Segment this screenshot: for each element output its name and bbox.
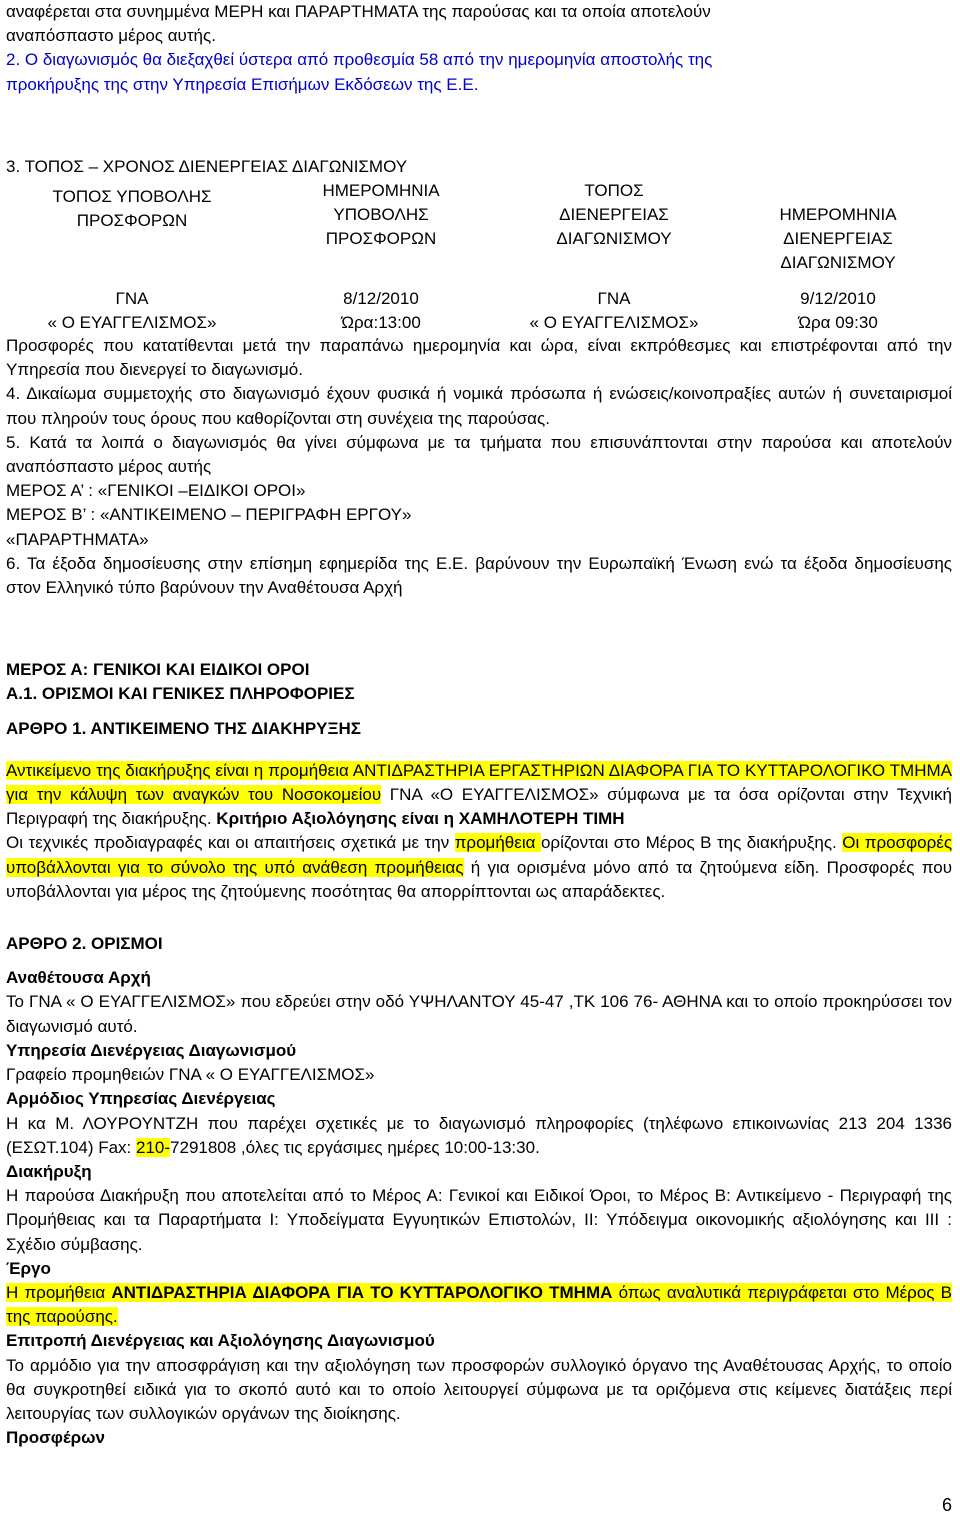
def-contracting-authority-text: Το ΓΝΑ « Ο ΕΥΑΓΓΕΛΙΣΜΟΣ» που εδρεύει στην οδό ΥΨΗΛΑΝΤΟΥ 45-47 ,ΤΚ 106 76- ΑΘΗΝΑ και το οποίο προκηρύσσει τον διαγωνισμό αυτό. <box>6 992 952 1036</box>
item-2-line-1: 2. Ο διαγωνισμός θα διεξαχθεί ύστερα από προθεσμία 58 από την ημερομηνία αποστολής της <box>6 50 713 70</box>
item-6: 6. Τα έξοδα δημοσίευσης στην επίσημη εφημερίδα της Ε.Ε. βαρύνουν την Ευρωπαϊκή Ένωση ενώ τα έξοδα δημοσίευσης στον Ελληνικό τύπο βαρύνουν την Αναθέτουσα Αρχή <box>6 553 952 598</box>
def-work-text <box>6 1281 952 1329</box>
def-contracting-authority-label: Αναθέτουσα Αρχή <box>6 968 151 988</box>
document-page <box>6 0 952 1450</box>
article-1-paragraph-2: Οι τεχνικές προδιαγραφές και οι απαιτήσεις σχετικά με την προμήθεια ορίζονται στο Μέρος Β της διακήρυξης. Οι προσφορές υποβάλλονται για το σύνολο της υπό ανάθεση προμήθειας ή για ορισμένα μόνο από τα ζητούμενα είδη. Προσφορές που υποβάλλονται για μέρος της ζητούμενης ποσότητας θα απορρίπτονται ως απαράδεκτες. <box>6 833 953 901</box>
def-responsible-label: Αρμόδιος Υπηρεσίας Διενέργειας <box>6 1089 276 1109</box>
highlighted-text: Οι προσφορές υποβάλλονται για το σύνολο της υπό ανάθεση προμήθειας <box>6 833 953 877</box>
intro-line-2: αναπόσπαστο μέρος αυτής. <box>6 26 216 46</box>
def-declaration-text: Η παρούσα Διακήρυξη που αποτελείται από το Μέρος Α: Γενικοί και Ειδικοί Όροι, το Μέρος Β: Αντικείμενο - Περιγραφή της Προμήθειας και τα Παραρτήματα Ι: Υποδείγματα Εγγυητικών Επιστολών, ΙΙ: Υπόδειγμα οικονομικής αξιολόγησης και ΙΙΙ : Σχέδιο σύμβασης. <box>6 1186 952 1254</box>
highlighted-text: Η προμήθεια ΑΝΤΙΔΡΑΣΤΗΡΙΑ ΔΙΑΦΟΡΑ ΓΙΑ ΤΟ ΚΥΤΤΑΡΟΛΟΓΙΚΟ ΤΜΗΜΑ όπως αναλυτικά περιγράφεται στο Μέρος Β της παρούσης. <box>6 1282 953 1327</box>
intro-line-1: αναφέρεται στα συνημμένα ΜΕΡΗ και ΠΑΡΑΡΤΗΜΑΤΑ της παρούσας και τα οποία αποτελούν <box>6 2 711 21</box>
def-work-label: Έργο <box>6 1258 51 1278</box>
table-cell: 9/12/2010 Ώρα 09:30 <box>798 289 878 333</box>
annexes-ref: «ΠΑΡΑΡΤΗΜΑΤΑ» <box>6 529 149 549</box>
article-1-heading: ΑΡΘΡΟ 1. ΑΝΤΙΚΕΙΜΕΝΟ ΤΗΣ ΔΙΑΚΗΡΥΞΗΣ <box>6 718 361 738</box>
table-header-cell: ΗΜΕΡΟΜΗΝΙΑ ΔΙΕΝΕΡΓΕΙΑΣ ΔΙΑΓΩΝΙΣΜΟΥ <box>779 205 897 273</box>
def-declaration-label: Διακήρυξη <box>6 1161 92 1181</box>
table-header-cell: ΤΟΠΟΣ ΥΠΟΒΟΛΗΣ ΠΡΟΣΦΟΡΩΝ <box>52 187 212 231</box>
highlighted-text: προμήθεια <box>454 833 541 853</box>
def-service-label: Υπηρεσία Διενέργειας Διαγωνισμού <box>6 1040 297 1060</box>
def-bidder-label: Προσφέρων <box>6 1428 105 1448</box>
highlighted-text: Αντικείμενο της διακήρυξης είναι η προμήθεια ΑΝΤΙΔΡΑΣΤΗΡΙΑ ΕΡΓΑΣΤΗΡΙΩΝ ΔΙΑΦΟΡΑ ΓΙΑ ΤΟ ΚΥΤΤΑΡΟΛΟΓΙΚΟ ΤΜΗΜΑ για την κάλυψη των αναγκών του Νοσοκομείου <box>6 760 952 805</box>
article-2-heading: ΑΡΘΡΟ 2. ΟΡΙΣΜΟΙ <box>6 934 163 954</box>
section-3-title: 3. ΤΟΠΟΣ – ΧΡΟΝΟΣ ΔΙΕΝΕΡΓΕΙΑΣ ΔΙΑΓΩΝΙΣΜΟΥ <box>6 156 408 176</box>
venue-time-table <box>6 181 952 340</box>
page-number: 6 <box>941 1495 952 1515</box>
table-cell: ΓΝΑ « Ο ΕΥΑΓΓΕΛΙΣΜΟΣ» <box>529 289 699 333</box>
def-responsible-text: Η κα Μ. ΛΟΥΡΟΥΝΤΖΗ που παρέχει σχετικές με το διαγωνισμό πληροφορίες (τηλέφωνο επικοινωνίας 213 204 1336 (ΕΣΩΤ.104) Fax: 210-7291808 ,όλες τις εργάσιμες ημέρες 10:00-13:30. <box>6 1113 952 1157</box>
def-committee-text: Το αρμόδιο για την αποσφράγιση και την αξιολόγηση των προσφορών συλλογικό όργανο της Αναθέτουσας Αρχής, το οποίο θα συγκροτηθεί ειδικά για το σκοπό αυτό και το οποίο λειτουργεί σύμφωνα με τα οριζόμενα στις κείμενες διατάξεις περί λειτουργίας των συλλογικών οργάνων της διοίκησης. <box>6 1355 952 1423</box>
part-a-heading: ΜΕΡΟΣ Α: ΓΕΝΙΚΟΙ ΚΑΙ ΕΙΔΙΚΟΙ ΟΡΟΙ <box>6 660 310 680</box>
item-5: 5. Κατά τα λοιπά ο διαγωνισμός θα γίνει σύμφωνα με τα τμήματα που επισυνάπτονται στην παρούσα και αποτελούν αναπόσπαστο μέρος αυτής <box>6 432 952 477</box>
def-committee-label: Επιτροπή Διενέργειας και Αξιολόγησης Διαγωνισμού <box>6 1331 435 1351</box>
item-4: 4. Δικαίωμα συμμετοχής στο διαγωνισμό έχουν φυσικά ή νομικά πρόσωπα ή ενώσεις/κοινοπραξίες αυτών ή συνεταιρισμοί που πληρούν τους όρους που καθορίζονται στη συνέχεια της παρούσας. <box>6 384 952 428</box>
item-2-line-2: προκήρυξης της στην Υπηρεσία Επισήμων Εκδόσεων της Ε.Ε. <box>6 74 479 94</box>
part-a1-heading: Α.1. ΟΡΙΣΜΟΙ ΚΑΙ ΓΕΝΙΚΕΣ ΠΛΗΡΟΦΟΡΙΕΣ <box>6 684 355 704</box>
part-a-ref: ΜΕΡΟΣ Α’ : «ΓΕΝΙΚΟΙ –ΕΙΔΙΚΟΙ ΟΡΟΙ» <box>6 481 306 501</box>
highlighted-text: 210- <box>136 1137 171 1157</box>
table-cell: ΓΝΑ « Ο ΕΥΑΓΓΕΛΙΣΜΟΣ» <box>47 289 217 333</box>
table-header-cell: ΤΟΠΟΣ ΔΙΕΝΕΡΓΕΙΑΣ ΔΙΑΓΩΝΙΣΜΟΥ <box>556 181 672 249</box>
part-b-ref: ΜΕΡΟΣ Β’ : «ΑΝΤΙΚΕΙΜΕΝΟ – ΠΕΡΙΓΡΑΦΗ ΕΡΓΟΥ» <box>6 505 412 525</box>
article-1-paragraph-1: Αντικείμενο της διακήρυξης είναι η προμήθεια ΑΝΤΙΔΡΑΣΤΗΡΙΑ ΕΡΓΑΣΤΗΡΙΩΝ ΔΙΑΦΟΡΑ ΓΙΑ ΤΟ ΚΥΤΤΑΡΟΛΟΓΙΚΟ ΤΜΗΜΑ για την κάλυψη των αναγκών του Νοσοκομείου ΓΝΑ «Ο ΕΥΑΓΓΕΛΙΣΜΟΣ» σύμφωνα με τα όσα ορίζονται στην Τεχνική Περιγραφή της διακήρυξης. Κριτήριο Αξιολόγησης είναι η ΧΑΜΗΛΟΤΕΡΗ ΤΙΜΗ <box>6 760 952 829</box>
def-service-text: Γραφείο προμηθειών ΓΝΑ « Ο ΕΥΑΓΓΕΛΙΣΜΟΣ» <box>6 1065 375 1085</box>
table-cell: 8/12/2010 Ώρα:13:00 <box>341 289 421 333</box>
late-offers-note: Προσφορές που κατατίθενται μετά την παραπάνω ημερομηνία και ώρα, είναι εκπρόθεσμες και επιστρέφονται από την Υπηρεσία που διενεργεί το διαγωνισμό. <box>6 336 952 380</box>
table-header-cell: ΗΜΕΡΟΜΗΝΙΑ ΥΠΟΒΟΛΗΣ ΠΡΟΣΦΟΡΩΝ <box>322 181 440 249</box>
